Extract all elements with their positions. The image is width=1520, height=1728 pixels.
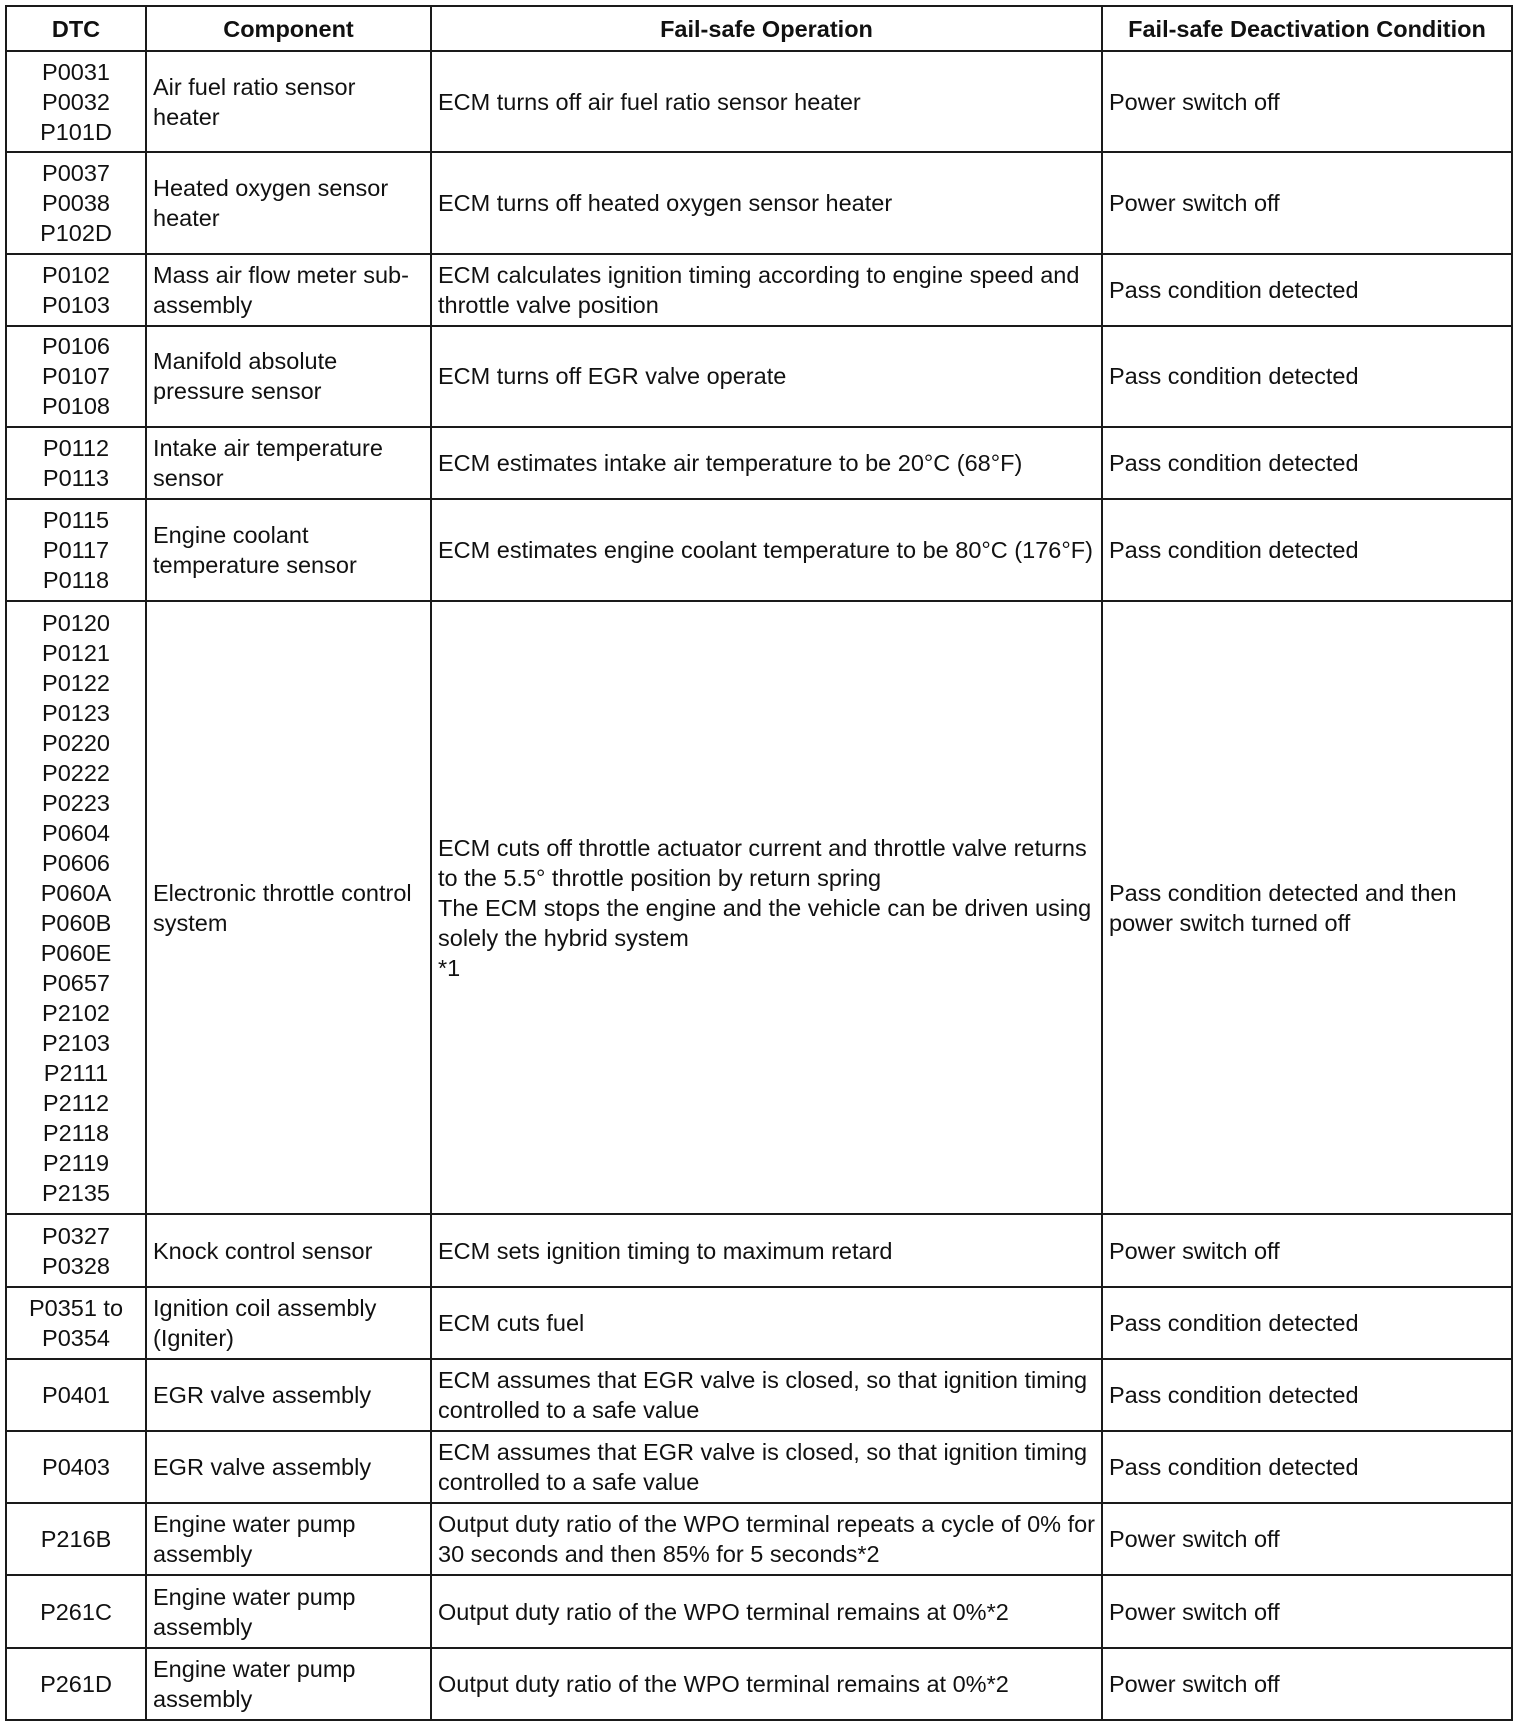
dtc-code: P0401 (42, 1381, 110, 1408)
deactivation-cell: Power switch off (1102, 1503, 1512, 1575)
dtc-cell (6, 427, 146, 499)
dtc-code: P2118 (42, 1119, 110, 1146)
dtc-cell (6, 152, 146, 253)
dtc-code: P0103 (42, 291, 110, 318)
header-component: Component (146, 6, 431, 51)
dtc-code: P0038 (42, 189, 110, 216)
operation-cell (431, 427, 1102, 499)
operation-text: The ECM stops the engine and the vehicle can be driven using solely the hybrid system (438, 894, 1092, 951)
dtc-code: P0403 (42, 1454, 110, 1481)
dtc-cell (6, 1359, 146, 1431)
dtc-cell (6, 1287, 146, 1359)
operation-cell (431, 1575, 1102, 1647)
deactivation-cell: Pass condition detected (1102, 1359, 1512, 1431)
dtc-code: P0354 (42, 1324, 110, 1351)
dtc-cell (6, 1503, 146, 1575)
dtc-code: P101D (40, 118, 112, 145)
deactivation-cell: Pass condition detected (1102, 427, 1512, 499)
operation-cell (431, 601, 1102, 1215)
dtc-cell (6, 1214, 146, 1286)
operation-text: Output duty ratio of the WPO terminal repeats a cycle of 0% for 30 seconds and then 85% for 5 seconds*2 (438, 1511, 1095, 1568)
deactivation-cell: Pass condition detected and then power switch turned off (1102, 601, 1512, 1215)
operation-cell (431, 51, 1102, 152)
table-row (6, 427, 1512, 499)
table-row (6, 601, 1512, 1215)
dtc-code: P0222 (42, 759, 110, 786)
operation-text: ECM assumes that EGR valve is closed, so that ignition timing controlled to a safe value (438, 1366, 1088, 1423)
dtc-cell (6, 254, 146, 326)
header-dtc: DTC (6, 6, 146, 51)
dtc-code: P0123 (42, 699, 110, 726)
operation-text: ECM assumes that EGR valve is closed, so that ignition timing controlled to a safe value (438, 1439, 1088, 1496)
component-cell: Engine water pump assembly (146, 1575, 431, 1647)
dtc-code: P0327 (42, 1222, 110, 1249)
operation-text: ECM turns off heated oxygen sensor heater (438, 189, 893, 216)
operation-cell (431, 499, 1102, 600)
component-cell: Knock control sensor (146, 1214, 431, 1286)
dtc-cell (6, 326, 146, 427)
component-cell: Engine water pump assembly (146, 1503, 431, 1575)
dtc-code: P0108 (42, 393, 110, 420)
dtc-code: P0107 (42, 363, 110, 390)
deactivation-cell: Pass condition detected (1102, 1431, 1512, 1503)
dtc-code: P102D (40, 219, 112, 246)
operation-text: *1 (438, 954, 461, 981)
deactivation-cell: Power switch off (1102, 152, 1512, 253)
component-cell: EGR valve assembly (146, 1359, 431, 1431)
component-cell: Ignition coil assembly (Igniter) (146, 1287, 431, 1359)
dtc-code: P0121 (42, 639, 110, 666)
operation-cell (431, 1648, 1102, 1720)
deactivation-cell: Pass condition detected (1102, 326, 1512, 427)
deactivation-cell: Power switch off (1102, 1575, 1512, 1647)
component-cell: Manifold absolute pressure sensor (146, 326, 431, 427)
dtc-cell (6, 51, 146, 152)
table-row (6, 1431, 1512, 1503)
deactivation-cell: Power switch off (1102, 51, 1512, 152)
component-cell: Engine water pump assembly (146, 1648, 431, 1720)
operation-text: ECM estimates intake air temperature to be 20°C (68°F) (438, 450, 1023, 477)
table-row (6, 326, 1512, 427)
table-row (6, 1287, 1512, 1359)
dtc-code: P0657 (42, 969, 110, 996)
header-operation: Fail-safe Operation (431, 6, 1102, 51)
dtc-code: P0037 (42, 159, 110, 186)
operation-text: ECM estimates engine coolant temperature to be 80°C (176°F) (438, 536, 1093, 563)
table-row (6, 152, 1512, 253)
fail-safe-table (5, 5, 1513, 1721)
dtc-code: P0223 (42, 789, 110, 816)
component-cell: Engine coolant temperature sensor (146, 499, 431, 600)
dtc-code: P2119 (42, 1149, 110, 1176)
component-cell: Electronic throttle control system (146, 601, 431, 1215)
dtc-code: P060B (40, 909, 112, 936)
operation-cell (431, 326, 1102, 427)
dtc-code: P0112 (42, 435, 110, 462)
dtc-code: P0102 (42, 261, 110, 288)
dtc-code: P2135 (42, 1179, 110, 1206)
table-row (6, 1575, 1512, 1647)
header-row (6, 6, 1512, 51)
dtc-code: P2112 (42, 1089, 110, 1116)
table-row (6, 499, 1512, 600)
dtc-code: P0032 (42, 88, 110, 115)
dtc-code: P0115 (42, 506, 110, 533)
dtc-code: P060E (40, 939, 112, 966)
operation-cell (431, 152, 1102, 253)
operation-text: ECM turns off air fuel ratio sensor heater (438, 88, 861, 115)
dtc-code: P0118 (42, 566, 110, 593)
table-row (6, 1503, 1512, 1575)
dtc-code: P261C (40, 1598, 112, 1625)
dtc-cell (6, 499, 146, 600)
component-cell: EGR valve assembly (146, 1431, 431, 1503)
dtc-cell (6, 1431, 146, 1503)
dtc-code: P0113 (42, 465, 110, 492)
operation-text: Output duty ratio of the WPO terminal remains at 0%*2 (438, 1670, 1009, 1697)
dtc-code: P2102 (42, 999, 110, 1026)
dtc-code: P0604 (42, 819, 110, 846)
operation-text: ECM cuts fuel (438, 1309, 585, 1336)
operation-text: ECM cuts off throttle actuator current and throttle valve returns to the 5.5° throttle position by return spring (438, 834, 1087, 891)
operation-cell (431, 1214, 1102, 1286)
deactivation-cell: Power switch off (1102, 1648, 1512, 1720)
dtc-code: P0328 (42, 1252, 110, 1279)
deactivation-cell: Pass condition detected (1102, 499, 1512, 600)
dtc-code: P0122 (42, 669, 110, 696)
dtc-code: P2111 (43, 1059, 109, 1086)
component-cell: Air fuel ratio sensor heater (146, 51, 431, 152)
table-row (6, 1359, 1512, 1431)
table-row (6, 254, 1512, 326)
component-cell: Heated oxygen sensor heater (146, 152, 431, 253)
dtc-code: P0351 to (28, 1294, 124, 1321)
dtc-code: P060A (40, 879, 112, 906)
dtc-cell (6, 601, 146, 1215)
table-row (6, 1648, 1512, 1720)
operation-text: Output duty ratio of the WPO terminal remains at 0%*2 (438, 1598, 1009, 1625)
component-cell: Intake air temperature sensor (146, 427, 431, 499)
deactivation-cell: Pass condition detected (1102, 1287, 1512, 1359)
operation-text: ECM calculates ignition timing according to engine speed and throttle valve position (438, 261, 1080, 318)
operation-cell (431, 1431, 1102, 1503)
operation-text: ECM turns off EGR valve operate (438, 363, 787, 390)
dtc-code: P0606 (42, 849, 110, 876)
dtc-code: P0117 (42, 536, 110, 563)
deactivation-cell: Power switch off (1102, 1214, 1512, 1286)
table-row (6, 1214, 1512, 1286)
dtc-code: P0220 (42, 729, 110, 756)
header-deactivation: Fail-safe Deactivation Condition (1102, 6, 1512, 51)
dtc-code: P0106 (42, 333, 110, 360)
dtc-code: P2103 (42, 1029, 110, 1056)
dtc-cell (6, 1575, 146, 1647)
deactivation-cell: Pass condition detected (1102, 254, 1512, 326)
dtc-code: P0031 (42, 58, 110, 85)
operation-cell (431, 1287, 1102, 1359)
operation-cell (431, 254, 1102, 326)
table-row (6, 51, 1512, 152)
operation-cell (431, 1359, 1102, 1431)
dtc-code: P0120 (42, 609, 110, 636)
component-cell: Mass air flow meter sub-assembly (146, 254, 431, 326)
table-body (6, 51, 1512, 1720)
operation-cell (431, 1503, 1102, 1575)
dtc-code: P216B (40, 1526, 112, 1553)
dtc-code: P261D (40, 1670, 112, 1697)
dtc-cell (6, 1648, 146, 1720)
operation-text: ECM sets ignition timing to maximum retard (438, 1237, 893, 1264)
